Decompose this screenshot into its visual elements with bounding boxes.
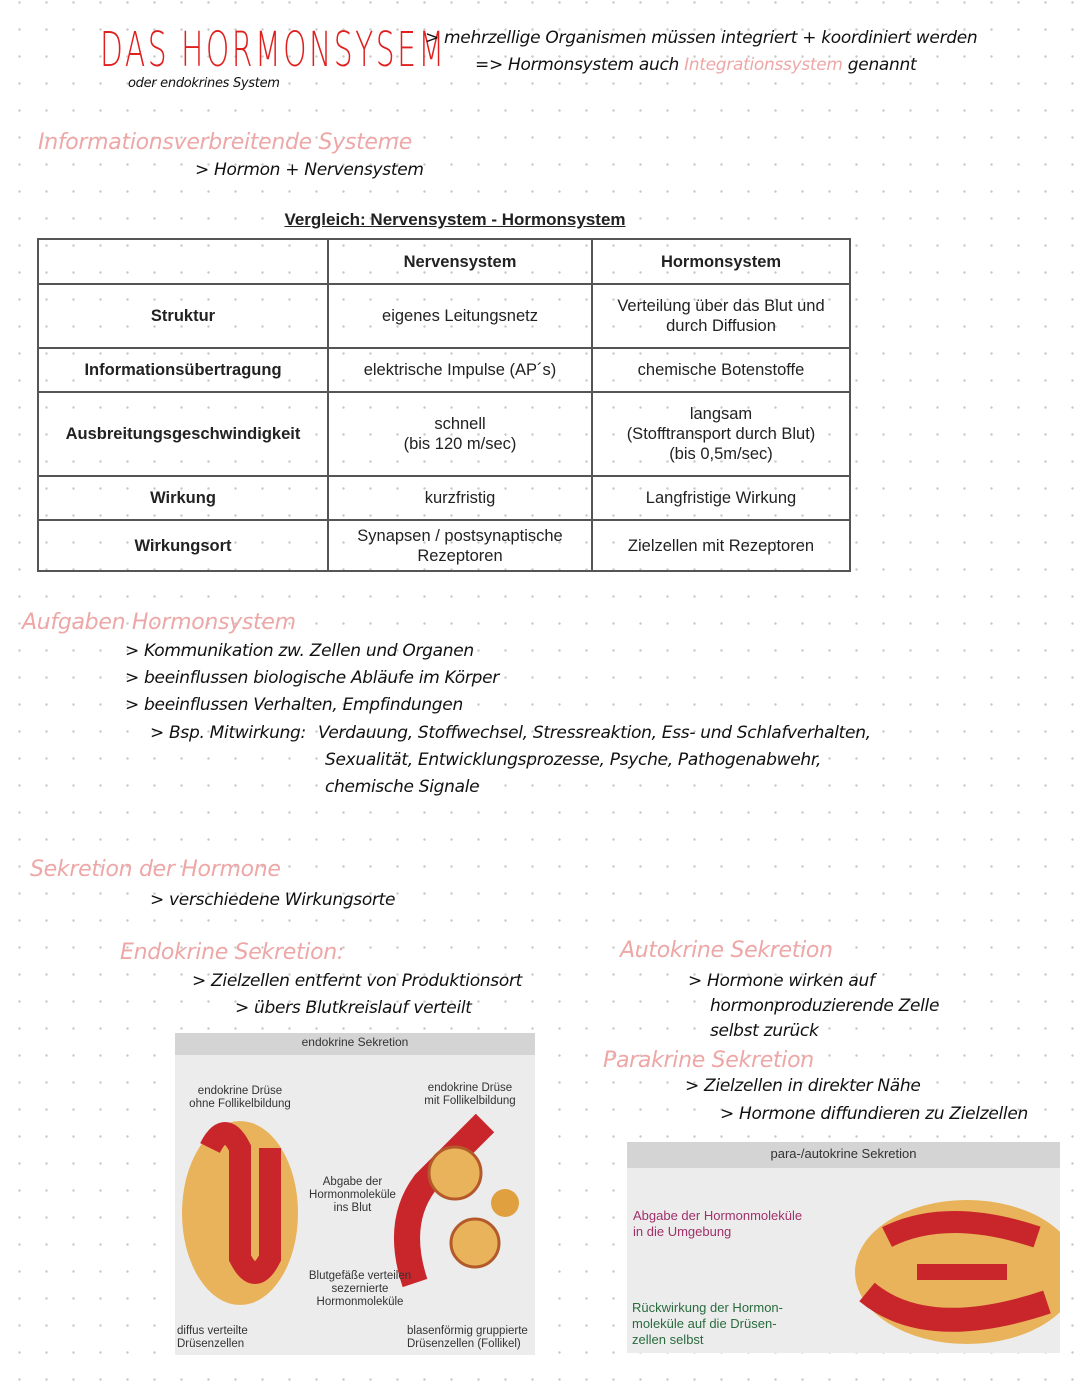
table-cell: elektrische Impulse (AP´s) [328,348,592,392]
endocrine-heading: Endokrine Sekretion: [120,940,345,965]
autocrine-item: > Hormone wirken auf [688,971,875,991]
highlight-term: Integrationssystem [684,55,843,75]
table-cell: Langfristige Wirkung [592,476,850,520]
table-row [38,520,850,571]
row-label: Wirkungsort [38,520,328,571]
table-cell: Synapsen / postsynaptische Rezeptoren [328,520,592,571]
header-cell: Nervensystem [328,239,592,284]
figure-label: Abgabe der Hormonmoleküle in die Umgebung [633,1208,803,1239]
comparison-table [37,238,851,572]
table-cell: langsam (Stofftransport durch Blut) (bis 0,5m/sec) [592,392,850,476]
note-text: genannt [847,55,917,75]
figure-label: blasenförmig gruppierte Drüsenzellen (Follikel) [407,1325,528,1350]
autocrine-item: hormonproduzierende Zelle [710,996,940,1016]
figure-label: Abgabe der Hormonmoleküle ins Blut [309,1176,396,1214]
task-item: > beeinflussen Verhalten, Empfindungen [125,695,463,715]
figure-label: endokrine Drüse mit Follikelbildung [424,1082,516,1107]
table-cell: Zielzellen mit Rezeptoren [592,520,850,571]
table-row [38,392,850,476]
table-cell: kurzfristig [328,476,592,520]
figure-label: endokrine Drüse ohne Follikelbildung [189,1085,291,1110]
table-cell: schnell (bis 120 m/sec) [328,392,592,476]
page-title: DAS HORMONSYSEM [100,22,447,78]
task-item: > beeinflussen biologische Abläufe im Körper [125,668,499,688]
table-row [38,284,850,348]
table-row [38,348,850,392]
figure-label: diffus verteilte Drüsenzellen [177,1325,248,1350]
intro-note-2 [475,55,916,75]
figure-label: Rückwirkung der Hormon- moleküle auf die Drüsen- zellen selbst [632,1300,783,1347]
header-cell: Hormonsystem [592,239,850,284]
table-title: Vergleich: Nervensystem - Hormonsystem [284,210,626,229]
secretion-item: > verschiedene Wirkungsorte [150,890,396,910]
table-cell: chemische Botenstoffe [592,348,850,392]
page-subtitle: oder endokrines System [128,76,280,91]
example-line: Verdauung, Stoffwechsel, Stressreaktion, Ess- und Schlafverhalten, [318,723,871,743]
task-item: > Kommunikation zw. Zellen und Organen [125,641,474,661]
row-label: Struktur [38,284,328,348]
section-heading-tasks: Aufgaben Hormonsystem [22,610,296,635]
example-line: Sexualität, Entwicklungsprozesse, Psyche, Pathogenabwehr, [325,750,822,770]
figure-label: Blutgefäße verteilen sezernierte Hormonmoleküle [308,1270,412,1308]
autocrine-item: selbst zurück [710,1021,819,1041]
info-item: > Hormon + Nervensystem [195,160,424,180]
row-label: Informationsübertragung [38,348,328,392]
table-cell: eigenes Leitungsnetz [328,284,592,348]
paracrine-heading: Parakrine Sekretion [603,1048,814,1073]
section-heading-info: Informationsverbreitende Systeme [38,130,413,155]
example-label: > Bsp. Mitwirkung: [150,723,306,743]
endocrine-item: > Zielzellen entfernt von Produktionsort [192,971,523,991]
paracrine-item: > Zielzellen in direkter Nähe [685,1076,921,1096]
paracrine-figure [627,1142,1060,1353]
table-row [38,476,850,520]
figure-title: endokrine Sekretion [175,1033,535,1055]
autocrine-heading: Autokrine Sekretion [620,938,833,963]
endocrine-figure [175,1033,535,1355]
paracrine-item: > Hormone diffundieren zu Zielzellen [720,1104,1028,1124]
example-line: chemische Signale [325,777,480,797]
table-header-row [38,239,850,284]
note-text: => Hormonsystem auch [475,55,679,75]
header-cell [38,239,328,284]
intro-note: > mehrzellige Organismen müssen integriert + koordiniert werden [425,28,978,48]
section-heading-secretion: Sekretion der Hormone [30,857,281,882]
row-label: Wirkung [38,476,328,520]
table-cell: Verteilung über das Blut und durch Diffusion [592,284,850,348]
figure-title: para-/autokrine Sekretion [627,1142,1060,1168]
row-label: Ausbreitungsgeschwindigkeit [38,392,328,476]
endocrine-item: > übers Blutkreislauf verteilt [235,998,472,1018]
